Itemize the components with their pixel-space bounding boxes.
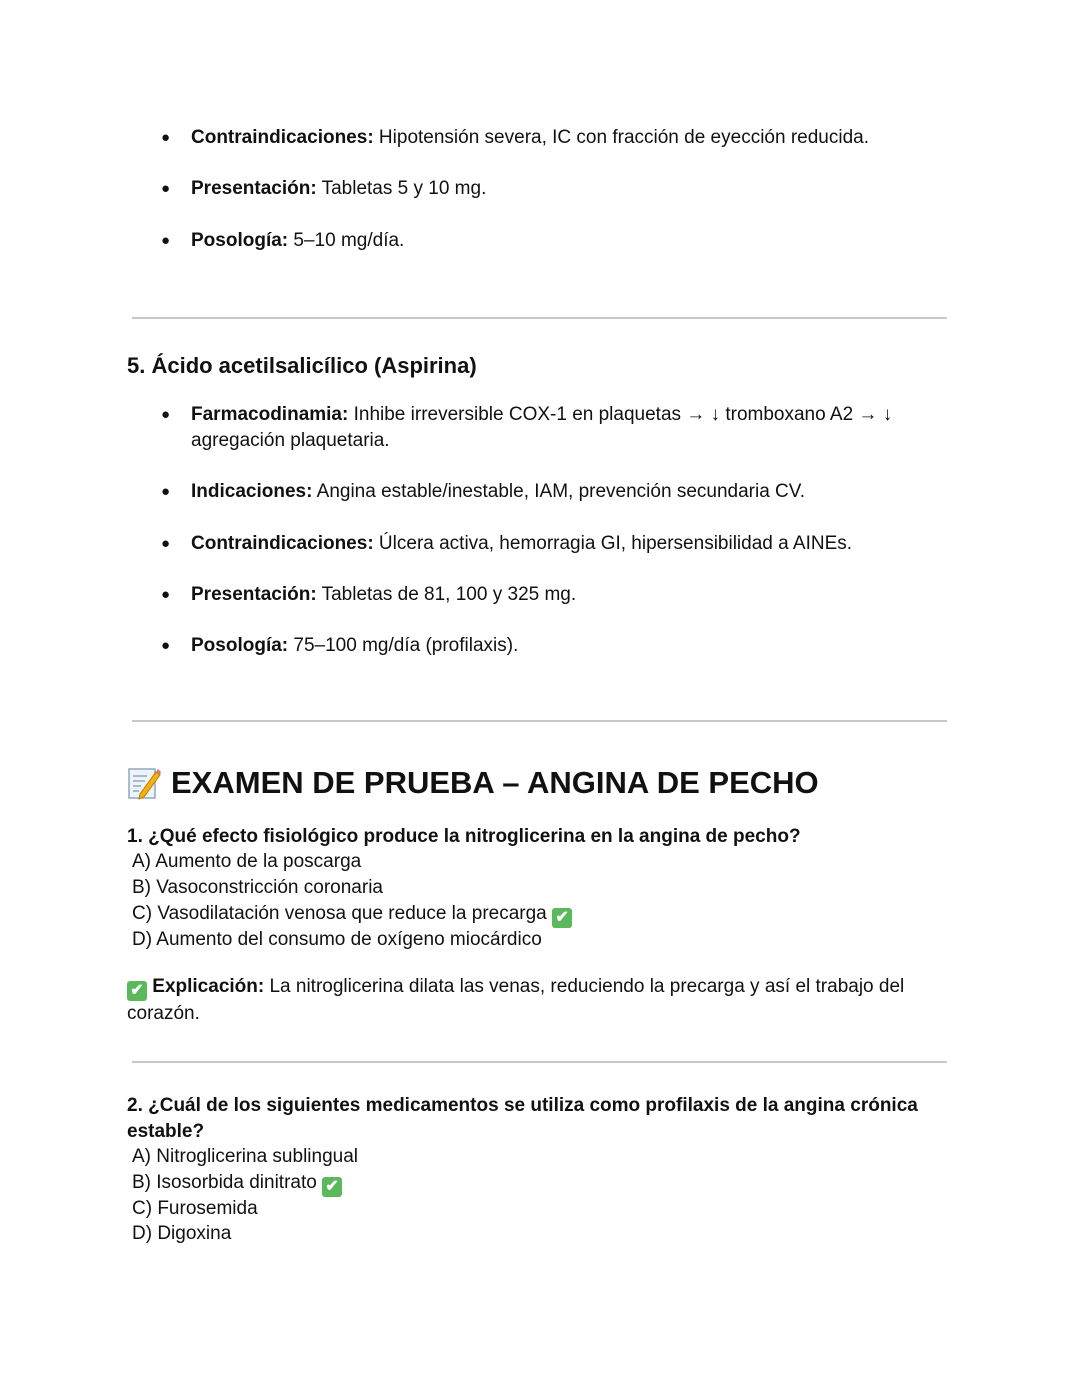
- item-label: Farmacodinamia:: [191, 404, 349, 425]
- option: C) Furosemida: [132, 1198, 258, 1219]
- option: B) Vasoconstricción coronaria: [132, 877, 383, 898]
- question-2: 2. ¿Cuál de los siguientes medicamentos se utiliza como profilaxis de la angina crónica estable?: [127, 1095, 918, 1142]
- option: [132, 1170, 342, 1197]
- item-text: Angina estable/inestable, IAM, prevención secundaria CV.: [312, 481, 805, 502]
- check-icon: ✔: [127, 981, 147, 1001]
- item-text: 5–10 mg/día.: [288, 230, 405, 251]
- exam-title: EXAMEN DE PRUEBA – ANGINA DE PECHO: [171, 765, 819, 800]
- item-label: Indicaciones:: [191, 481, 313, 502]
- divider: [132, 317, 947, 319]
- bullet-icon: ●: [161, 637, 171, 654]
- divider: [132, 720, 947, 722]
- list-item: [161, 228, 931, 254]
- bullet-icon: ●: [161, 129, 171, 146]
- list-item: [161, 125, 931, 151]
- list-item: [161, 633, 931, 659]
- bullet-icon: ●: [161, 535, 171, 552]
- list-item: [161, 582, 931, 608]
- explanation-text: La nitroglicerina dilata las venas, reduciendo la precarga y así el trabajo del corazón.: [127, 976, 905, 1024]
- bullet-icon: ●: [161, 406, 171, 423]
- item-label: Posología:: [191, 230, 289, 251]
- option-text: B) Isosorbida dinitrato: [132, 1172, 317, 1193]
- item-text: Tabletas 5 y 10 mg.: [316, 178, 487, 199]
- bullet-icon: ●: [161, 232, 171, 249]
- section-heading: 5. Ácido acetilsalicílico (Aspirina): [127, 353, 477, 378]
- memo-icon: [127, 766, 161, 800]
- item-text: Inhibe irreversible COX-1 en plaquetas → ↓ tromboxano A2 → ↓ agregación plaquetaria.: [191, 404, 893, 451]
- explanation-label: Explicación:: [152, 976, 265, 997]
- bullet-icon: ●: [161, 180, 171, 197]
- item-label: Contraindicaciones:: [191, 127, 374, 148]
- option-text: C) Vasodilatación venosa que reduce la precarga: [132, 903, 547, 924]
- exam-heading: [127, 763, 819, 803]
- list-item: [161, 176, 931, 202]
- list-item: [161, 479, 931, 505]
- divider: [132, 1061, 947, 1063]
- item-label: Contraindicaciones:: [191, 533, 374, 554]
- explanation: [127, 974, 937, 1027]
- item-text: Tabletas de 81, 100 y 325 mg.: [316, 584, 577, 605]
- item-label: Presentación:: [191, 584, 317, 605]
- item-label: Presentación:: [191, 178, 317, 199]
- option: A) Aumento de la poscarga: [132, 851, 362, 872]
- question-1: 1. ¿Qué efecto fisiológico produce la nitroglicerina en la angina de pecho?: [127, 826, 801, 847]
- list-item: [161, 402, 911, 454]
- option: [132, 901, 572, 928]
- option: A) Nitroglicerina sublingual: [132, 1146, 358, 1167]
- list-item: [161, 531, 931, 557]
- option: D) Digoxina: [132, 1223, 232, 1244]
- item-label: Posología:: [191, 635, 289, 656]
- check-icon: ✔: [322, 1177, 342, 1197]
- bullet-icon: ●: [161, 586, 171, 603]
- item-text: 75–100 mg/día (profilaxis).: [288, 635, 519, 656]
- check-icon: ✔: [552, 908, 572, 928]
- item-text: Hipotensión severa, IC con fracción de eyección reducida.: [373, 127, 869, 148]
- bullet-icon: ●: [161, 483, 171, 500]
- option: D) Aumento del consumo de oxígeno miocárdico: [132, 929, 542, 950]
- item-text: Úlcera activa, hemorragia GI, hipersensibilidad a AINEs.: [373, 533, 853, 554]
